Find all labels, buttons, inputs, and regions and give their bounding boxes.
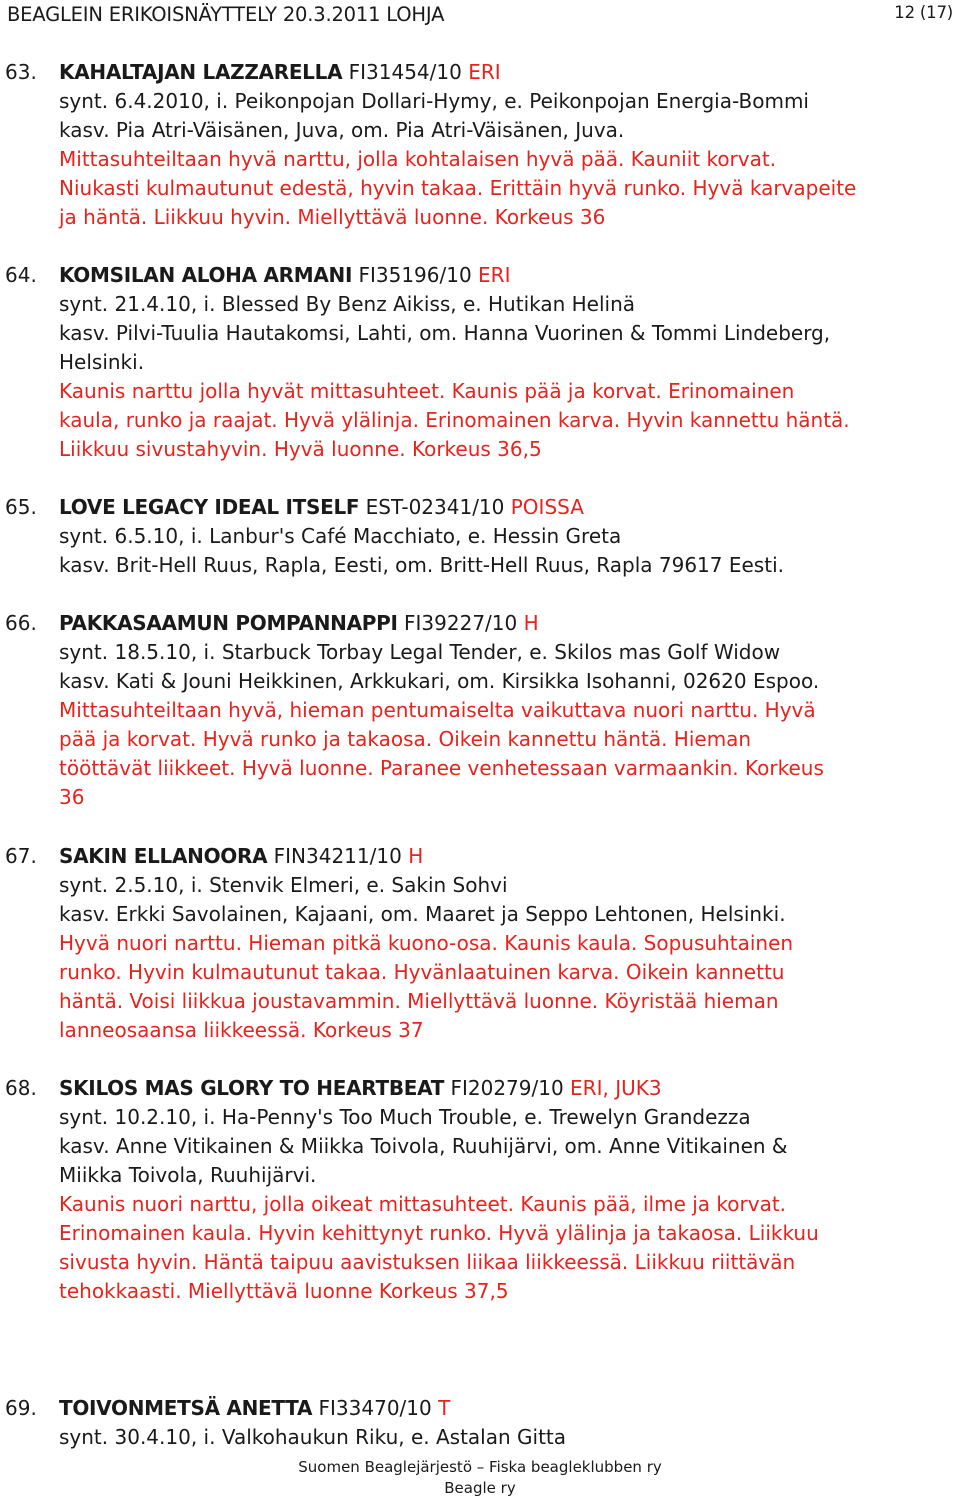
critique-line: ja häntä. Liikkuu hyvin. Miellyttävä luonne. Korkeus 36 — [59, 205, 606, 229]
critique-line: Erinomainen kaula. Hyvin kehittynyt runko. Hyvä ylälinja ja takaosa. Liikkuu — [59, 1221, 819, 1245]
registration-number: FI33470/10 — [318, 1396, 432, 1420]
result-badge: H — [408, 844, 424, 868]
registration-number: EST-02341/10 — [365, 495, 505, 519]
birth-and-parents: synt. 6.4.2010, i. Peikonpojan Dollari-Hymy, e. Peikonpojan Energia-Bommi — [59, 89, 809, 113]
critique-line: Hyvä nuori narttu. Hieman pitkä kuono-osa. Kaunis kaula. Sopusuhtainen — [59, 931, 794, 955]
breeder-owner: kasv. Erkki Savolainen, Kajaani, om. Maaret ja Seppo Lehtonen, Helsinki. — [59, 902, 786, 926]
show-title: BEAGLEIN ERIKOISNÄYTTELY 20.3.2011 LOHJA — [7, 3, 445, 26]
result-badge: H — [523, 611, 539, 635]
dog-name: KAHALTAJAN LAZZARELLA — [59, 60, 343, 84]
registration-number: FI31454/10 — [348, 60, 462, 84]
entry-number: 65. — [5, 495, 37, 519]
breeder-owner: kasv. Pilvi-Tuulia Hautakomsi, Lahti, om. Hanna Vuorinen & Tommi Lindeberg, — [59, 321, 831, 345]
breeder-owner: kasv. Kati & Jouni Heikkinen, Arkkukari, om. Kirsikka Isohanni, 02620 Espoo. — [59, 669, 820, 693]
critique-line: tehokkaasti. Miellyttävä luonne Korkeus 37,5 — [59, 1279, 509, 1303]
result-badge: ERI — [478, 263, 511, 287]
breeder-owner: Miikka Toivola, Ruuhijärvi. — [59, 1163, 317, 1187]
critique-line: Kaunis narttu jolla hyvät mittasuhteet. Kaunis pää ja korvat. Erinomainen — [59, 379, 795, 403]
entry-number: 64. — [5, 263, 37, 287]
dog-name: LOVE LEGACY IDEAL ITSELF — [59, 495, 360, 519]
birth-and-parents: synt. 18.5.10, i. Starbuck Torbay Legal Tender, e. Skilos mas Golf Widow — [59, 640, 781, 664]
birth-and-parents: synt. 6.5.10, i. Lanbur's Café Macchiato, e. Hessin Greta — [59, 524, 622, 548]
dog-name: TOIVONMETSÄ ANETTA — [59, 1396, 313, 1420]
footer-organization: Suomen Beaglejärjestö – Fiska beagleklubben ry — [298, 1458, 662, 1476]
result-badge: POISSA — [510, 495, 584, 519]
entry-number: 67. — [5, 844, 37, 868]
entry-number: 69. — [5, 1396, 37, 1420]
entry-number: 63. — [5, 60, 37, 84]
dog-name: SKILOS MAS GLORY TO HEARTBEAT — [59, 1076, 445, 1100]
registration-number: FI20279/10 — [450, 1076, 564, 1100]
entry-number: 66. — [5, 611, 37, 635]
critique-line: Liikkuu sivustahyvin. Hyvä luonne. Korkeus 36,5 — [59, 437, 542, 461]
birth-and-parents: synt. 10.2.10, i. Ha-Penny's Too Much Trouble, e. Trewelyn Grandezza — [59, 1105, 751, 1129]
registration-number: FI35196/10 — [358, 263, 472, 287]
registration-number: FI39227/10 — [404, 611, 518, 635]
result-badge: ERI, JUK3 — [570, 1076, 662, 1100]
registration-number: FIN34211/10 — [273, 844, 402, 868]
critique-line: 36 — [59, 785, 85, 809]
result-badge: T — [438, 1396, 451, 1420]
critique-line: häntä. Voisi liikkua joustavammin. Miellyttävä luonne. Köyristää hieman — [59, 989, 779, 1013]
critique-line: Mittasuhteiltaan hyvä, hieman pentumaiselta vaikuttava nuori narttu. Hyvä — [59, 698, 816, 722]
critique-line: pää ja korvat. Hyvä runko ja takaosa. Oikein kannettu häntä. Hieman — [59, 727, 752, 751]
critique-line: tööttävät liikkeet. Hyvä luonne. Paranee venhetessaan varmaankin. Korkeus — [59, 756, 824, 780]
breeder-owner: Helsinki. — [59, 350, 145, 374]
critique-line: Niukasti kulmautunut edestä, hyvin takaa. Erittäin hyvä runko. Hyvä karvapeite — [59, 176, 857, 200]
birth-and-parents: synt. 30.4.10, i. Valkohaukun Riku, e. Astalan Gitta — [59, 1425, 567, 1449]
birth-and-parents: synt. 21.4.10, i. Blessed By Benz Aikiss, e. Hutikan Helinä — [59, 292, 636, 316]
critique-line: Kaunis nuori narttu, jolla oikeat mittasuhteet. Kaunis pää, ilme ja korvat. — [59, 1192, 787, 1216]
breeder-owner: kasv. Brit-Hell Ruus, Rapla, Eesti, om. Britt-Hell Ruus, Rapla 79617 Eesti. — [59, 553, 784, 577]
result-badge: ERI — [468, 60, 501, 84]
dog-name: PAKKASAAMUN POMPANNAPPI — [59, 611, 398, 635]
dog-name: SAKIN ELLANOORA — [59, 844, 268, 868]
entry-number: 68. — [5, 1076, 37, 1100]
footer-club: Beagle ry — [444, 1479, 516, 1497]
breeder-owner: kasv. Pia Atri-Väisänen, Juva, om. Pia Atri-Väisänen, Juva. — [59, 118, 625, 142]
critique-line: kaula, runko ja raajat. Hyvä ylälinja. Erinomainen karva. Hyvin kannettu häntä. — [59, 408, 850, 432]
page-header — [7, 3, 953, 29]
critique-line: sivusta hyvin. Häntä taipuu aavistuksen liikaa liikkeessä. Liikkuu riittävän — [59, 1250, 796, 1274]
birth-and-parents: synt. 2.5.10, i. Stenvik Elmeri, e. Sakin Sohvi — [59, 873, 508, 897]
critique-line: runko. Hyvin kulmautunut takaa. Hyvänlaatuinen karva. Oikein kannettu — [59, 960, 785, 984]
breeder-owner: kasv. Anne Vitikainen & Miikka Toivola, Ruuhijärvi, om. Anne Vitikainen & — [59, 1134, 788, 1158]
dog-name: KOMSILAN ALOHA ARMANI — [59, 263, 353, 287]
critique-line: Mittasuhteiltaan hyvä narttu, jolla kohtalaisen hyvä pää. Kauniit korvat. — [59, 147, 777, 171]
critique-line: lanneosaansa liikkeessä. Korkeus 37 — [59, 1018, 424, 1042]
page-number: 12 (17) — [894, 3, 953, 22]
